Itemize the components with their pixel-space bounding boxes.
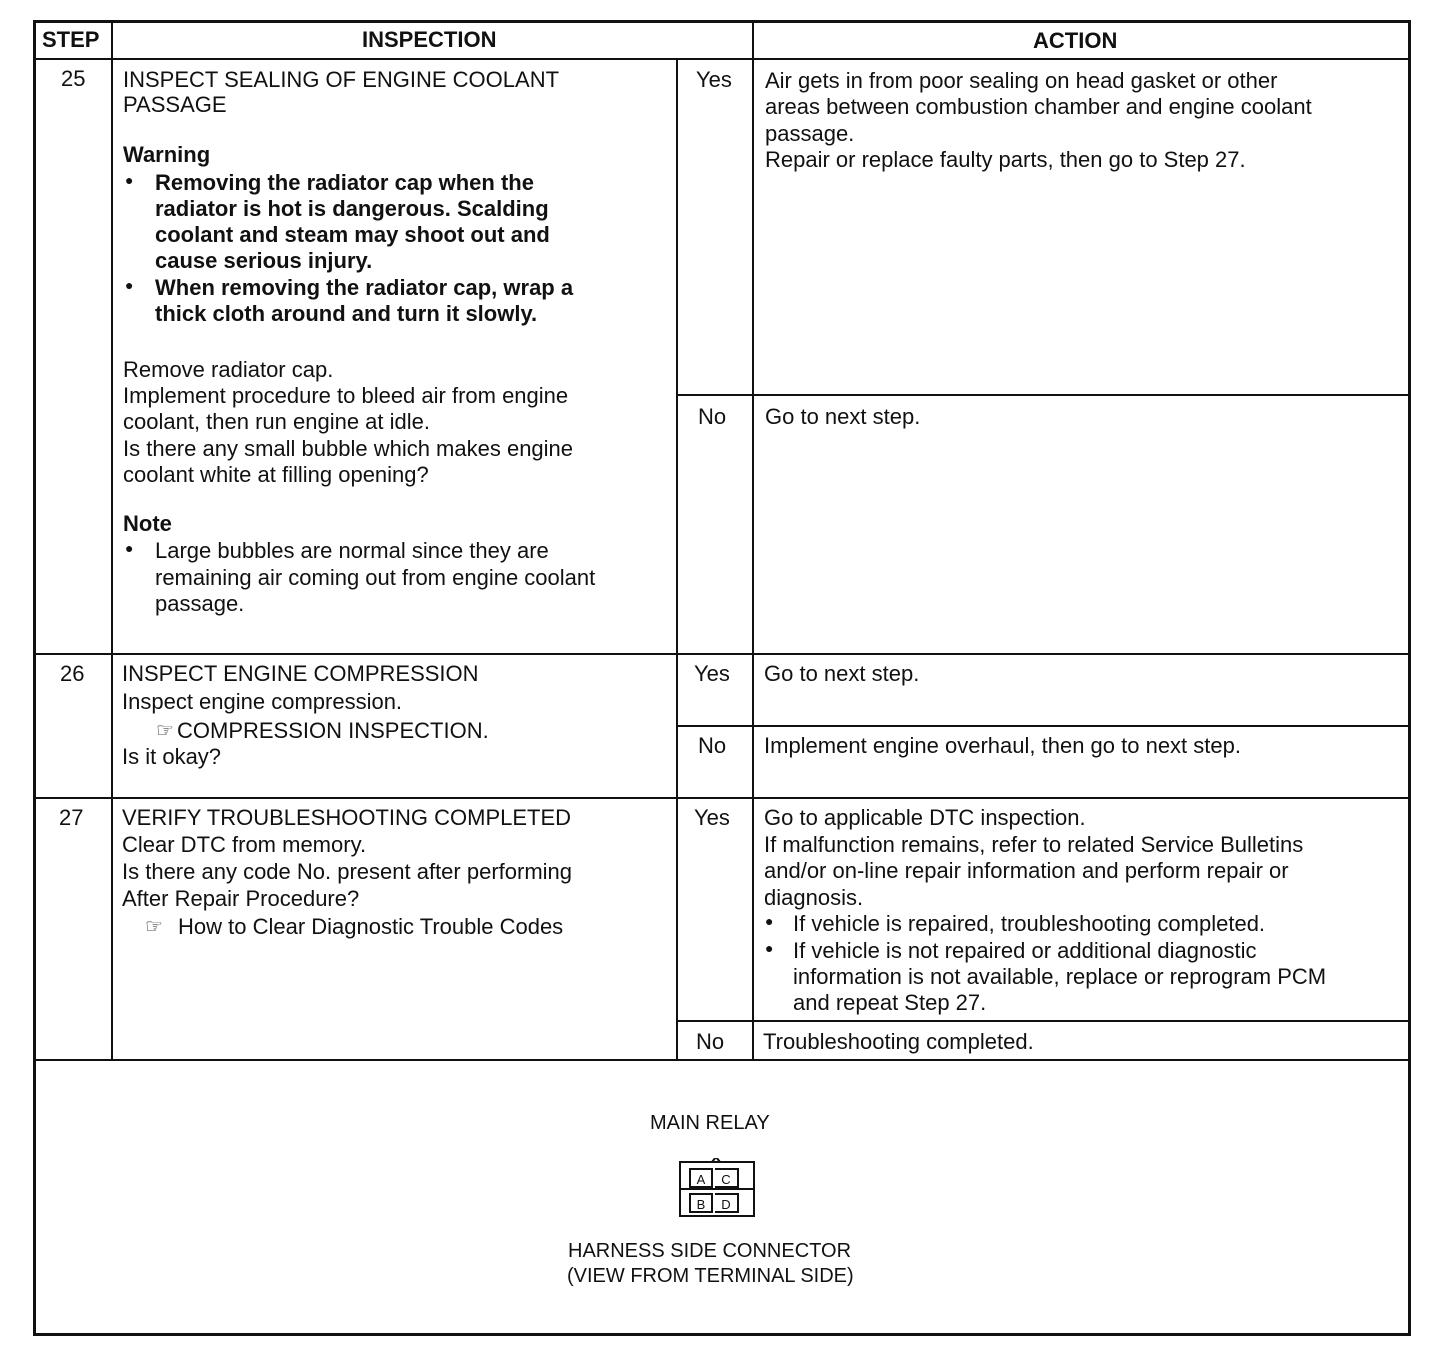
pointing-hand-icon: ☞ [156, 720, 174, 742]
step25-end-rule [33, 653, 1411, 655]
note-item-cont: remaining air coming out from engine coolant [155, 565, 596, 590]
note-item: Large bubbles are normal since they are [155, 538, 549, 563]
step27-split-rule [677, 1020, 1411, 1022]
step27-reference-link[interactable]: How to Clear Diagnostic Trouble Codes [178, 914, 564, 939]
step25-body: Is there any small bubble which makes engine [123, 436, 574, 461]
header-inspection: INSPECTION [362, 27, 497, 52]
terminal-c: C [715, 1168, 739, 1188]
step25-yes-label: Yes [696, 67, 732, 92]
warning-item: Removing the radiator cap when the [155, 170, 534, 195]
step26-no-action: Implement engine overhaul, then go to next step. [764, 733, 1241, 758]
diagram-caption: HARNESS SIDE CONNECTOR [568, 1240, 852, 1262]
bullet-icon: ● [765, 913, 774, 929]
action-column-rule [752, 20, 754, 1061]
step27-yes-action: Go to applicable DTC inspection. [764, 805, 1086, 830]
header-rule [33, 58, 1411, 60]
step26-no-label: No [698, 733, 727, 758]
step26-yes-action: Go to next step. [764, 661, 920, 686]
step27-yes-action: diagnosis. [764, 885, 864, 910]
step27-yes-bullet: If vehicle is repaired, troubleshooting completed. [793, 911, 1266, 936]
diagram-caption-cont: (VIEW FROM TERMINAL SIDE) [567, 1265, 854, 1287]
step27-no-label: No [696, 1029, 725, 1054]
step25-title: INSPECT SEALING OF ENGINE COOLANT [123, 67, 560, 92]
step25-body: Implement procedure to bleed air from engine [123, 383, 569, 408]
step27-no-action: Troubleshooting completed. [763, 1029, 1034, 1054]
note-label: Note [123, 511, 172, 536]
step27-yes-bullet-cont: information is not available, replace or reprogram PCM [793, 964, 1327, 989]
step25-body: coolant, then run engine at idle. [123, 409, 431, 434]
bullet-icon: ● [125, 172, 134, 188]
step25-number: 25 [61, 66, 86, 91]
pointing-hand-icon: ☞ [145, 916, 163, 938]
table-end-rule [33, 1059, 1411, 1061]
step25-no-label: No [698, 404, 727, 429]
step26-reference-link[interactable]: COMPRESSION INSPECTION. [177, 718, 489, 743]
step25-split-rule [677, 394, 1411, 396]
step25-body: coolant white at filling opening? [123, 462, 429, 487]
step25-body: Remove radiator cap. [123, 357, 334, 382]
warning-item-cont: radiator is hot is dangerous. Scalding [155, 196, 549, 221]
yesno-column-rule [676, 58, 678, 1061]
terminal-a: A [689, 1168, 713, 1188]
step26-body: Is it okay? [122, 744, 222, 769]
step25-yes-action: Repair or replace faulty parts, then go to Step 27. [765, 147, 1246, 172]
step25-yes-action: areas between combustion chamber and engine coolant [765, 94, 1312, 119]
step-column-rule [111, 20, 113, 1061]
step26-yes-label: Yes [694, 661, 730, 686]
bullet-icon: ● [765, 940, 774, 956]
warning-item-cont: coolant and steam may shoot out and [155, 222, 550, 247]
step26-split-rule [677, 725, 1411, 727]
step27-yes-action: If malfunction remains, refer to related Service Bulletins [764, 832, 1304, 857]
note-item-cont: passage. [155, 591, 245, 616]
step26-body: Inspect engine compression. [122, 689, 403, 714]
main-relay-connector [679, 1158, 755, 1218]
step25-yes-action: passage. [765, 121, 855, 146]
bullet-icon: ● [125, 540, 134, 556]
step27-yes-label: Yes [694, 805, 730, 830]
step26-number: 26 [60, 661, 85, 686]
bullet-icon: ● [125, 277, 134, 293]
step27-body: Is there any code No. present after performing [122, 859, 573, 884]
step27-yes-action: and/or on-line repair information and perform repair or [764, 858, 1289, 883]
step27-title: VERIFY TROUBLESHOOTING COMPLETED [122, 805, 572, 830]
terminal-d: D [715, 1193, 739, 1213]
step27-body: Clear DTC from memory. [122, 832, 367, 857]
header-step: STEP [42, 27, 100, 52]
warning-item-cont: thick cloth around and turn it slowly. [155, 301, 538, 326]
step25-no-action: Go to next step. [765, 404, 921, 429]
warning-item-cont: cause serious injury. [155, 248, 373, 273]
terminal-b: B [689, 1193, 713, 1213]
step27-number: 27 [59, 805, 84, 830]
diagram-title: MAIN RELAY [650, 1112, 770, 1134]
step25-yes-action: Air gets in from poor sealing on head gasket or other [765, 68, 1278, 93]
step27-yes-bullet: If vehicle is not repaired or additional diagnostic [793, 938, 1257, 963]
header-action: ACTION [1033, 28, 1118, 53]
step26-title: INSPECT ENGINE COMPRESSION [122, 661, 479, 686]
step27-body: After Repair Procedure? [122, 886, 360, 911]
step25-title-cont: PASSAGE [123, 92, 227, 117]
warning-item: When removing the radiator cap, wrap a [155, 275, 574, 300]
warning-label: Warning [123, 142, 211, 167]
step27-yes-bullet-cont: and repeat Step 27. [793, 990, 987, 1015]
step26-end-rule [33, 797, 1411, 799]
